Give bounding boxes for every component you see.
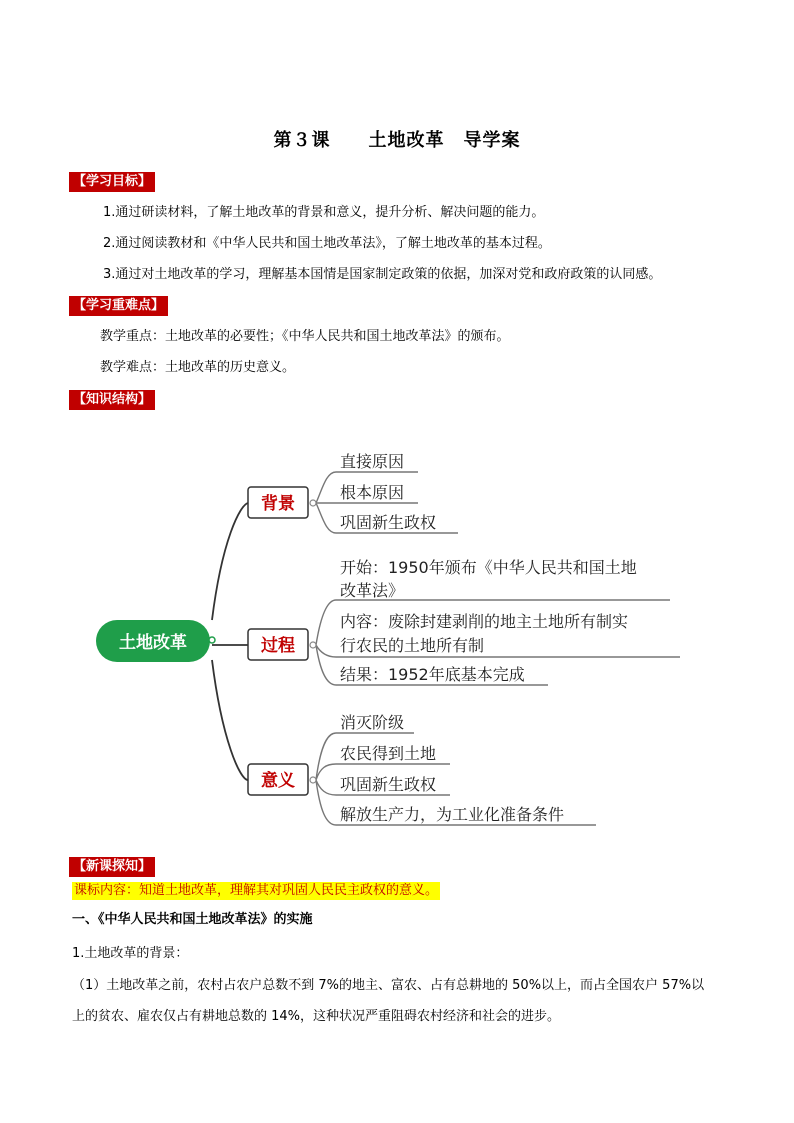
body-paragraph-line: （1）土地改革之前，农村占农户总数不到 7%的地主、富农、占有总耕地的 50%以上，而占全国农户 57%以 bbox=[72, 978, 705, 993]
leaf-direct-cause: 直接原因 bbox=[340, 452, 405, 471]
goal-item: 3.通过对土地改革的学习，理解基本国情是国家制定政策的依据，加深对党和政府政策的认同感。 bbox=[103, 267, 662, 282]
curriculum-highlight: 课标内容：知道土地改革，理解其对巩固人民民主政权的意义。 bbox=[74, 883, 439, 898]
teaching-focus: 教学重点：土地改革的必要性；《中华人民共和国土地改革法》的颁布。 bbox=[100, 329, 510, 344]
section-heading: 一、《中华人民共和国土地改革法》的实施 bbox=[72, 912, 313, 927]
leaf-productivity: 解放生产力，为工业化准备条件 bbox=[340, 805, 565, 824]
goal-item: 1.通过研读材料，了解土地改革的背景和意义，提升分析、解决问题的能力。 bbox=[103, 205, 545, 220]
leaf-eliminate-class: 消灭阶级 bbox=[340, 713, 405, 732]
leaf-root-cause: 根本原因 bbox=[340, 483, 405, 502]
page-title: 第３课 土地改革 导学案 bbox=[273, 130, 521, 151]
section-tag-goals: 【学习目标】 bbox=[69, 172, 155, 192]
leaf-process-content: 行农民的土地所有制 bbox=[340, 636, 485, 655]
leaf-consolidate-regime: 巩固新生政权 bbox=[340, 513, 437, 532]
teaching-difficulty: 教学难点：土地改革的历史意义。 bbox=[100, 360, 296, 375]
leaf-process-content: 内容：废除封建剥削的地主土地所有制实 bbox=[340, 612, 629, 631]
branch-label-background: 背景 bbox=[261, 494, 295, 514]
section-tag-structure: 【知识结构】 bbox=[69, 390, 155, 410]
section-tag-new-lesson: 【新课探知】 bbox=[69, 857, 155, 877]
body-paragraph-line: 上的贫农、雇农仅占有耕地总数的 14%，这种状况严重阻碍农村经济和社会的进步。 bbox=[72, 1009, 561, 1024]
leaf-process-result: 结果：1952年底基本完成 bbox=[340, 665, 525, 684]
leaf-farmers-land: 农民得到土地 bbox=[340, 744, 437, 763]
section-tag-key-points: 【学习重难点】 bbox=[69, 296, 168, 316]
mindmap-root-label: 土地改革 bbox=[119, 633, 187, 653]
goal-item: 2.通过阅读教材和《中华人民共和国土地改革法》，了解土地改革的基本过程。 bbox=[103, 236, 551, 251]
branch-label-process: 过程 bbox=[261, 636, 295, 656]
subheading-background: 1.土地改革的背景： bbox=[72, 946, 189, 961]
branch-label-significance: 意义 bbox=[261, 771, 295, 791]
leaf-process-start: 改革法》 bbox=[340, 581, 405, 600]
leaf-process-start: 开始：1950年颁布《中华人民共和国土地 bbox=[340, 558, 637, 577]
leaf-consolidate-regime: 巩固新生政权 bbox=[340, 775, 437, 794]
